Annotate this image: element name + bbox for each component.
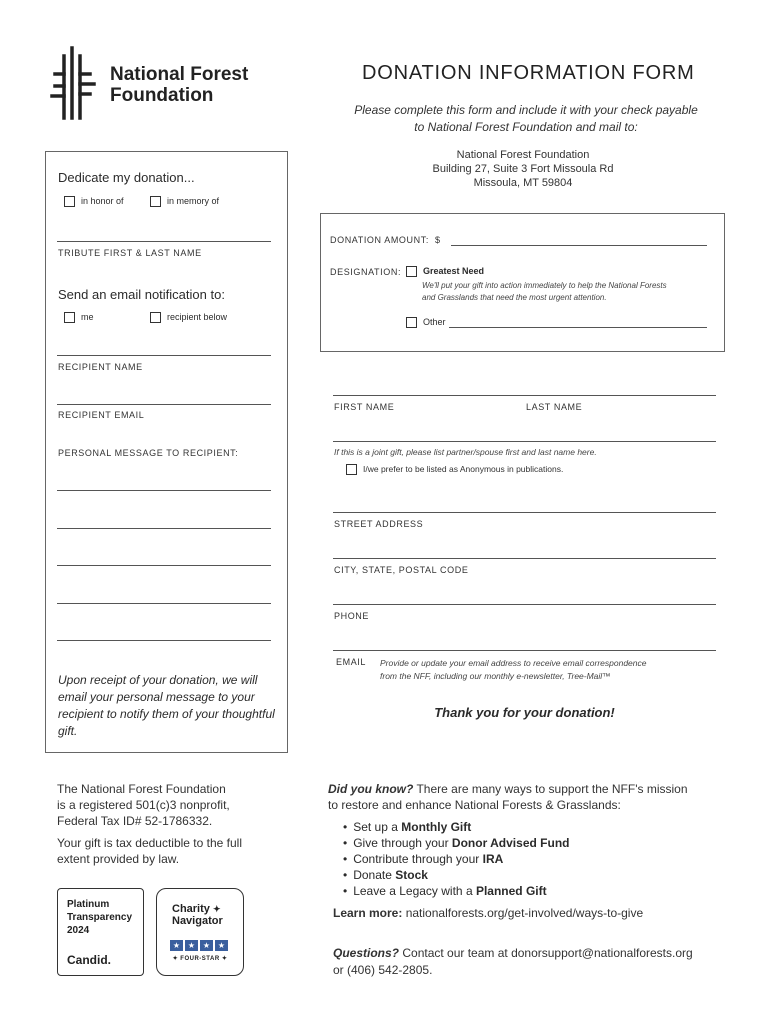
phone-label: PHONE <box>334 611 370 621</box>
anonymous-checkbox[interactable] <box>346 464 357 475</box>
cn-line1: Charity ✦ <box>172 903 221 915</box>
candid-line3: 2024 <box>67 925 90 936</box>
honor-option[interactable] <box>64 196 124 207</box>
recipient-name-label: RECIPIENT NAME <box>58 362 143 372</box>
nonprofit-line3: Federal Tax ID# 52-1786332. <box>57 814 213 828</box>
recipient-checkbox[interactable] <box>150 312 161 323</box>
message-line[interactable] <box>57 640 271 641</box>
email-field[interactable] <box>333 650 716 651</box>
recipient-email-field[interactable] <box>57 404 271 405</box>
list-item: • Leave a Legacy with a Planned Gift <box>343 883 569 899</box>
anonymous-option[interactable] <box>346 464 563 475</box>
greatest-need-desc-1: We'll put your gift into action immediately to help the National Forests <box>422 281 667 290</box>
memory-option[interactable] <box>150 196 219 207</box>
candid-line2: Transparency <box>67 912 133 923</box>
greatest-need-checkbox[interactable] <box>406 266 417 277</box>
learn-more <box>333 906 643 920</box>
intro-line2: to National Forest Foundation and mail to: <box>414 120 638 134</box>
other-field[interactable] <box>449 327 707 328</box>
candid-line1: Platinum <box>67 899 110 910</box>
greatest-need-label: Greatest Need <box>423 266 485 276</box>
star-icon: ★ <box>215 940 228 951</box>
message-line[interactable] <box>57 603 271 604</box>
nonprofit-line4: Your gift is tax deductible to the full <box>57 836 243 850</box>
address-line3: Missoula, MT 59804 <box>473 177 573 189</box>
city-field[interactable] <box>333 558 716 559</box>
phone-field[interactable] <box>333 604 716 605</box>
greatest-need-desc <box>422 280 667 304</box>
nonprofit-line1: The National Forest Foundation <box>57 782 226 796</box>
star-icon: ★ <box>170 940 183 951</box>
mail-address <box>398 148 648 190</box>
charity-navigator-badge <box>156 888 244 976</box>
honor-checkbox[interactable] <box>64 196 75 207</box>
star-icon: ★ <box>185 940 198 951</box>
learn-more-label: Learn more: <box>333 906 403 920</box>
joint-name-field[interactable] <box>333 441 716 442</box>
candid-badge <box>57 888 144 976</box>
ways-lead-line2: to restore and enhance National Forests & Grasslands: <box>328 798 621 812</box>
recipient-email-label: RECIPIENT EMAIL <box>58 410 145 420</box>
ways-list <box>343 819 569 899</box>
other-option[interactable] <box>406 317 446 328</box>
me-checkbox[interactable] <box>64 312 75 323</box>
anonymous-label: I/we prefer to be listed as Anonymous in publications. <box>363 464 564 474</box>
questions-line1: Questions? Contact our team at donorsupport@nationalforests.org <box>333 946 693 960</box>
message-line[interactable] <box>57 565 271 566</box>
email-note-2: from the NFF, including our monthly e-newsletter, Tree-Mail™ <box>380 671 611 681</box>
intro-text <box>320 102 732 136</box>
learn-more-link[interactable]: nationalforests.org/get-involved/ways-to-give <box>402 906 644 920</box>
nonprofit-info <box>57 781 242 867</box>
nonprofit-line5: extent provided by law. <box>57 852 180 866</box>
tree-logo-icon <box>50 46 100 122</box>
candid-brand: Candid. <box>67 953 111 967</box>
logo-line2: Foundation <box>110 85 214 106</box>
currency-symbol: $ <box>435 235 441 245</box>
amount-label: DONATION AMOUNT: <box>330 235 429 245</box>
star-rating <box>170 935 230 953</box>
amount-field[interactable] <box>451 245 707 246</box>
other-checkbox[interactable] <box>406 317 417 328</box>
name-field[interactable] <box>333 395 716 396</box>
message-label: PERSONAL MESSAGE TO RECIPIENT: <box>58 448 239 458</box>
list-item: • Donate Stock <box>343 867 569 883</box>
nonprofit-line2: is a registered 501(c)3 nonprofit, <box>57 798 230 812</box>
recipient-label: recipient below <box>167 312 228 322</box>
ways-intro <box>328 781 688 813</box>
honor-label: in honor of <box>81 196 124 206</box>
ways-lead-line1: Did you know? There are many ways to support the NFF's mission <box>328 782 688 796</box>
last-name-label: LAST NAME <box>526 402 583 412</box>
memory-label: in memory of <box>167 196 220 206</box>
greatest-need-desc-2: and Grasslands that need the most urgent attention. <box>422 293 607 302</box>
message-line[interactable] <box>57 490 271 491</box>
email-note <box>380 657 646 683</box>
cn-line2: Navigator <box>172 915 223 927</box>
donation-box <box>320 213 725 352</box>
dedicate-heading: Dedicate my donation... <box>58 170 195 185</box>
greatest-need-option[interactable] <box>406 266 484 277</box>
street-field[interactable] <box>333 512 716 513</box>
first-name-label: FIRST NAME <box>334 402 395 412</box>
me-label: me <box>81 312 94 322</box>
city-label: CITY, STATE, POSTAL CODE <box>334 565 469 575</box>
address-line1: National Forest Foundation <box>456 149 590 161</box>
email-label: EMAIL <box>336 657 367 667</box>
list-item: • Contribute through your IRA <box>343 851 569 867</box>
questions <box>333 945 693 979</box>
star-icon: ★ <box>200 940 213 951</box>
designation-label: DESIGNATION: <box>330 267 402 277</box>
recipient-name-field[interactable] <box>57 355 271 356</box>
email-note-1: Provide or update your email address to receive email correspondence <box>380 658 647 668</box>
tribute-name-field[interactable] <box>57 241 271 242</box>
nff-logo <box>50 46 270 122</box>
questions-line2: or (406) 542-2805. <box>333 963 433 977</box>
form-title: DONATION INFORMATION FORM <box>362 62 695 84</box>
message-line[interactable] <box>57 528 271 529</box>
street-label: STREET ADDRESS <box>334 519 424 529</box>
other-label: Other <box>423 317 446 327</box>
joint-note: If this is a joint gift, please list partner/spouse first and last name here. <box>334 447 597 457</box>
logo-line1: National Forest <box>110 64 249 85</box>
receipt-note: Upon receipt of your donation, we will email your personal message to your recipient to notify them of your thoughtful gift. <box>58 673 275 738</box>
tribute-name-label: TRIBUTE FIRST & LAST NAME <box>58 248 202 258</box>
notify-heading: Send an email notification to: <box>58 287 225 302</box>
list-item: • Give through your Donor Advised Fund <box>343 835 569 851</box>
intro-line1: Please complete this form and include it with your check payable <box>354 103 698 117</box>
notify-me-option[interactable] <box>64 312 94 323</box>
sparkle-icon: ✦ <box>212 904 221 914</box>
memory-checkbox[interactable] <box>150 196 161 207</box>
notify-recipient-option[interactable] <box>150 312 227 323</box>
tribute-box <box>45 151 288 753</box>
thank-you: Thank you for your donation! <box>434 705 615 720</box>
address-line2: Building 27, Suite 3 Fort Missoula Rd <box>432 163 614 175</box>
cn-rating: ✦ FOUR-STAR ✦ <box>172 956 228 962</box>
list-item: • Set up a Monthly Gift <box>343 819 569 835</box>
